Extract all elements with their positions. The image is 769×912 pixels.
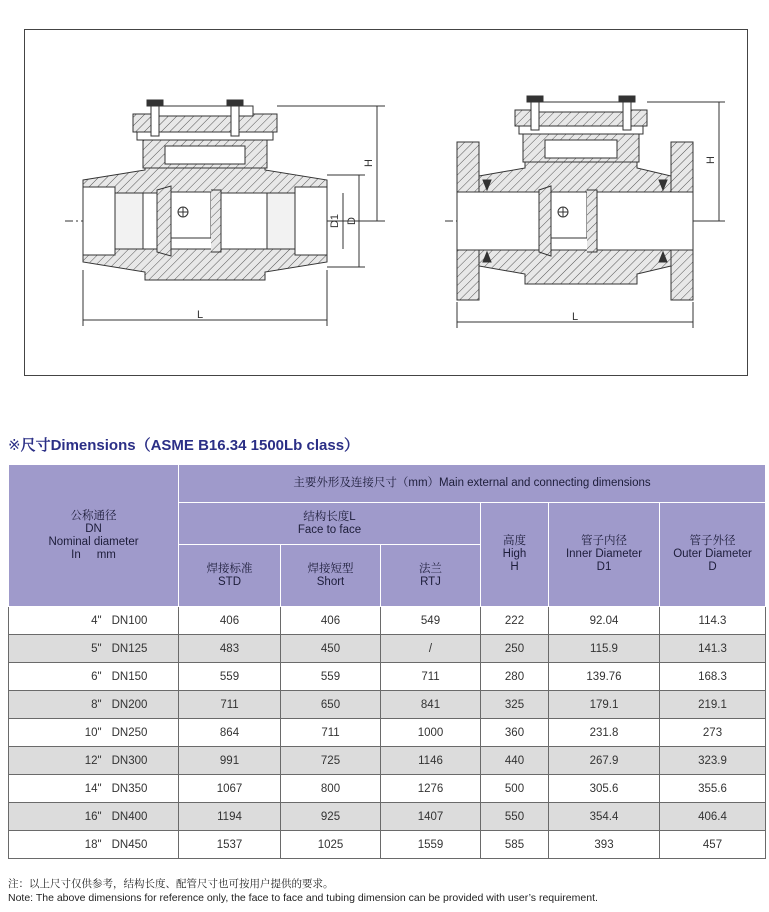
header-std: 焊接标准 STD (179, 545, 281, 607)
cell-d1: 139.76 (549, 663, 660, 691)
size-cell (9, 663, 179, 691)
size-inch: 4" (91, 614, 102, 627)
cell-short: 1025 (281, 831, 381, 859)
cell-h: 500 (481, 775, 549, 803)
cell-d: 168.3 (660, 663, 766, 691)
table-row (9, 831, 766, 859)
cell-d1: 354.4 (549, 803, 660, 831)
size-cell (9, 831, 179, 859)
cell-short: 450 (281, 635, 381, 663)
dim-label-d1: D1 (329, 213, 341, 229)
table-row (9, 775, 766, 803)
cell-rtj: 841 (381, 691, 481, 719)
size-cell (9, 747, 179, 775)
size-cell (9, 803, 179, 831)
cell-short: 406 (281, 607, 381, 635)
size-cell (9, 775, 179, 803)
size-inch: 16" (84, 810, 102, 823)
cell-d1: 267.9 (549, 747, 660, 775)
table-row (9, 803, 766, 831)
size-dn: DN100 (111, 614, 148, 627)
cell-d1: 231.8 (549, 719, 660, 747)
size-dn: DN300 (111, 754, 148, 767)
cell-short: 800 (281, 775, 381, 803)
cell-std: 406 (179, 607, 281, 635)
size-dn: DN150 (111, 670, 148, 683)
cell-rtj: 711 (381, 663, 481, 691)
cell-d: 406.4 (660, 803, 766, 831)
header-rtj: 法兰 RTJ (381, 545, 481, 607)
table-row (9, 663, 766, 691)
header-inner-diameter: 管子内径 Inner Diameter D1 (549, 503, 660, 607)
cell-d1: 92.04 (549, 607, 660, 635)
cell-h: 222 (481, 607, 549, 635)
reference-mark: ※ (8, 437, 21, 454)
cell-std: 864 (179, 719, 281, 747)
drawing-frame (24, 29, 748, 376)
header-high: 高度 High H (481, 503, 549, 607)
cell-h: 250 (481, 635, 549, 663)
cell-h: 280 (481, 663, 549, 691)
cell-d1: 305.6 (549, 775, 660, 803)
cell-short: 711 (281, 719, 381, 747)
size-inch: 10" (84, 726, 102, 739)
cell-rtj: 1407 (381, 803, 481, 831)
size-inch: 5" (91, 642, 102, 655)
header-nominal-diameter: 公称通径 DN Nominal diameter In mm (9, 465, 179, 607)
dim-label-d: D (346, 217, 358, 225)
flanged-check-valve-drawing (445, 96, 725, 328)
dim-label-l-left: L (196, 309, 204, 321)
cell-d: 273 (660, 719, 766, 747)
size-dn: DN200 (111, 698, 148, 711)
cell-d: 219.1 (660, 691, 766, 719)
cell-std: 1194 (179, 803, 281, 831)
dim-label-h-left: H (363, 159, 375, 167)
header-face-to-face: 结构长度L Face to face (179, 503, 481, 545)
section-title (8, 434, 359, 455)
size-inch: 8" (91, 698, 102, 711)
cell-h: 550 (481, 803, 549, 831)
size-cell (9, 635, 179, 663)
size-dn: DN450 (111, 838, 148, 851)
dim-label-h-right: H (705, 156, 717, 164)
cell-std: 559 (179, 663, 281, 691)
size-dn: DN250 (111, 726, 148, 739)
note-english: Note: The above dimensions for reference only, the face to face and tubing dimension can be provided with user’s requirement. (8, 892, 598, 904)
cell-short: 650 (281, 691, 381, 719)
table-row (9, 635, 766, 663)
size-dn: DN350 (111, 782, 148, 795)
cell-d: 141.3 (660, 635, 766, 663)
cell-h: 585 (481, 831, 549, 859)
table-row (9, 607, 766, 635)
dimensions-table-body (9, 607, 766, 859)
header-outer-diameter: 管子外径 Outer Diameter D (660, 503, 766, 607)
size-inch: 6" (91, 670, 102, 683)
size-inch: 12" (84, 754, 102, 767)
cell-std: 991 (179, 747, 281, 775)
cell-d: 323.9 (660, 747, 766, 775)
cell-short: 925 (281, 803, 381, 831)
cell-std: 1067 (179, 775, 281, 803)
cell-d1: 393 (549, 831, 660, 859)
table-row (9, 719, 766, 747)
cell-rtj: 1146 (381, 747, 481, 775)
cell-h: 440 (481, 747, 549, 775)
size-dn: DN125 (111, 642, 148, 655)
section-title-text: 尺寸Dimensions（ASME B16.34 1500Lb class） (20, 437, 360, 454)
size-inch: 14" (84, 782, 102, 795)
cell-rtj: 1559 (381, 831, 481, 859)
cell-rtj: 1276 (381, 775, 481, 803)
size-dn: DN400 (111, 810, 148, 823)
cell-rtj: 1000 (381, 719, 481, 747)
header-short: 焊接短型 Short (281, 545, 381, 607)
size-cell (9, 691, 179, 719)
size-inch: 18" (84, 838, 102, 851)
cell-short: 559 (281, 663, 381, 691)
cell-d: 114.3 (660, 607, 766, 635)
cell-d: 457 (660, 831, 766, 859)
cell-std: 711 (179, 691, 281, 719)
note-chinese: 注：以上尺寸仅供参考，结构长度、配管尺寸也可按用户提供的要求。 (8, 878, 334, 890)
cell-d1: 179.1 (549, 691, 660, 719)
cell-d1: 115.9 (549, 635, 660, 663)
valve-drawings (25, 30, 749, 377)
cell-std: 1537 (179, 831, 281, 859)
cell-short: 725 (281, 747, 381, 775)
cell-std: 483 (179, 635, 281, 663)
cell-h: 325 (481, 691, 549, 719)
table-row (9, 747, 766, 775)
dim-label-l-right: L (571, 311, 579, 323)
table-row (9, 691, 766, 719)
cell-h: 360 (481, 719, 549, 747)
cell-rtj: / (381, 635, 481, 663)
header-main-dimensions: 主要外形及连接尺寸（mm）Main external and connecting dimensions (179, 465, 766, 503)
dimensions-table (8, 464, 766, 859)
size-cell (9, 607, 179, 635)
cell-rtj: 549 (381, 607, 481, 635)
cell-d: 355.6 (660, 775, 766, 803)
socket-weld-check-valve-drawing (65, 100, 385, 326)
size-cell (9, 719, 179, 747)
